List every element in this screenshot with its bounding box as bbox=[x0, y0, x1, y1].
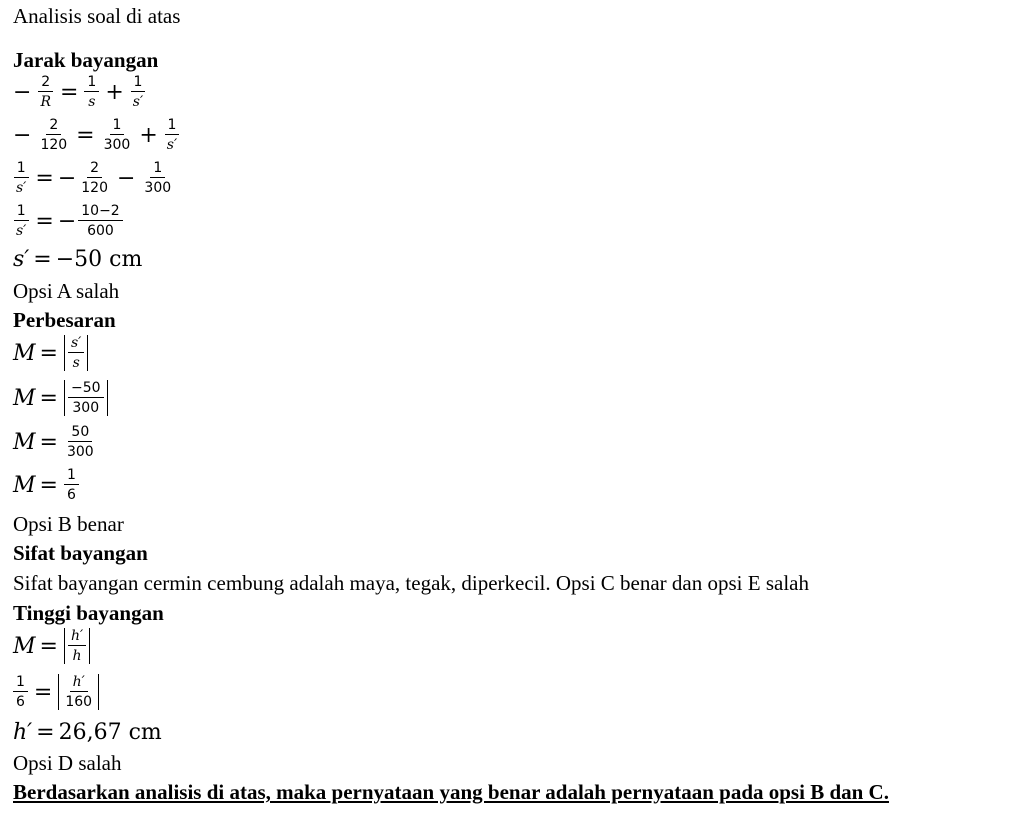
conclusion-option-b: Opsi B benar bbox=[13, 512, 124, 536]
final-conclusion: Berdasarkan analisis di atas, maka pernyataan yang benar adalah pernyataan pada opsi B dan C. bbox=[13, 780, 889, 804]
equation-magnification-result: M = $\frac{1}{6}$ bbox=[13, 467, 81, 503]
equation-magnification-value: M = $\frac{50}{300}$ bbox=[13, 424, 94, 460]
result-image-height: h′ = 26,67 cm bbox=[13, 720, 162, 745]
page-title: Analisis soal di atas bbox=[13, 4, 181, 28]
conclusion-option-d: Opsi D salah bbox=[13, 751, 122, 775]
equation-mirror-formula: − $\frac{2}{R}$ = $\frac{1}{s}$ + $\frac{1}{s'}$ bbox=[13, 74, 148, 110]
equation-simplified: $\frac{1}{s'}$ = − $\frac{10-2}{600}$ bbox=[13, 203, 125, 239]
heading-sifat-bayangan: Sifat bayangan bbox=[13, 541, 148, 565]
sifat-bayangan-text: Sifat bayangan cermin cembung adalah maya, tegak, diperkecil. Opsi C benar dan opsi E salah bbox=[13, 571, 809, 595]
result-image-distance: s′ = −50 cm bbox=[13, 247, 143, 272]
equation-height-substitution: $\frac{1}{6}$ = $\frac{h'}{160}$ bbox=[13, 674, 99, 710]
equation-magnification-formula: M = $\frac{s'}{s}$ bbox=[13, 335, 88, 371]
conclusion-option-a: Opsi A salah bbox=[13, 279, 120, 303]
equation-substitution: − $\frac{2}{120}$ = $\frac{1}{300}$ + $\frac{1}{s'}$ bbox=[13, 117, 182, 153]
heading-jarak-bayangan: Jarak bayangan bbox=[13, 48, 159, 72]
equation-height-formula: M = $\frac{h'}{h}$ bbox=[13, 628, 90, 664]
equation-rearranged: $\frac{1}{s'}$ = − $\frac{2}{120}$ − $\frac{1}{300}$ bbox=[13, 160, 176, 196]
heading-perbesaran: Perbesaran bbox=[13, 308, 116, 332]
heading-tinggi-bayangan: Tinggi bayangan bbox=[13, 601, 164, 625]
equation-magnification-substitution: M = $\frac{-50}{300}$ bbox=[13, 380, 108, 416]
